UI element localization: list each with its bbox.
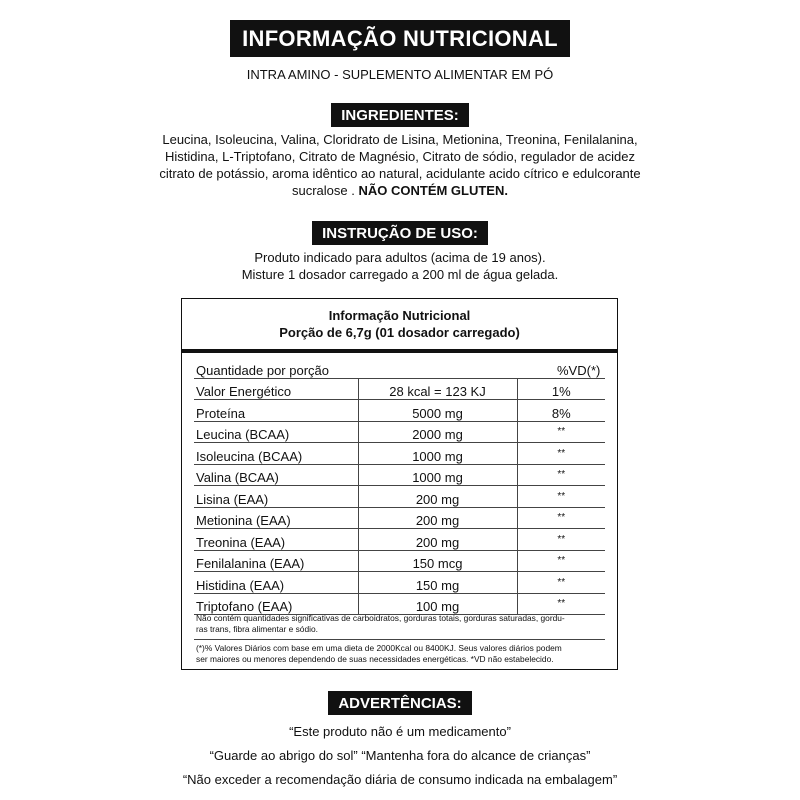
header-divider bbox=[182, 349, 617, 353]
nutrient-name: Valina (BCAA) bbox=[194, 464, 358, 486]
ingredients-line: citrato de potássio, aroma idêntico ao natural, acidulante acido cítrico e edulcorante bbox=[159, 166, 641, 181]
nutrient-vd: ** bbox=[517, 593, 605, 615]
ingredients-line-end: sucralose . bbox=[292, 183, 359, 198]
usage-heading-banner: INSTRUÇÃO DE USO: bbox=[312, 221, 488, 245]
main-title bbox=[0, 20, 800, 57]
nutrient-amount: 5000 mg bbox=[358, 400, 517, 422]
nutrient-vd: ** bbox=[517, 443, 605, 465]
nutrient-vd: ** bbox=[517, 464, 605, 486]
usage-heading bbox=[0, 221, 800, 245]
warnings-heading-banner: ADVERTÊNCIAS: bbox=[328, 691, 471, 715]
header-vd: %VD(*) bbox=[517, 357, 605, 378]
nutrient-amount: 2000 mg bbox=[358, 421, 517, 443]
ingredients-line: Leucina, Isoleucina, Valina, Cloridrato de Lisina, Metionina, Treonina, Fenilalanina, bbox=[162, 132, 638, 147]
nutrition-title: Informação Nutricional bbox=[328, 308, 471, 323]
nutrient-name: Treonina (EAA) bbox=[194, 529, 358, 551]
nutrient-name: Lisina (EAA) bbox=[194, 486, 358, 508]
nutrient-name: Triptofano (EAA) bbox=[194, 593, 358, 615]
ingredients-heading bbox=[0, 103, 800, 127]
nutrition-portion: Porção de 6,7g (01 dosador carregado) bbox=[279, 325, 520, 340]
ingredients-line: Histidina, L-Triptofano, Citrato de Magnésio, Citrato de sódio, regulador de acidez bbox=[165, 149, 635, 164]
table-row bbox=[194, 400, 605, 422]
footnote-line: ser maiores ou menores dependendo de suas necessidades energéticas. *VD não estabelecido. bbox=[196, 654, 554, 664]
footnote-line: ras trans, fibra alimentar e sódio. bbox=[196, 624, 318, 634]
daily-value-footnote bbox=[196, 643, 604, 665]
table-row bbox=[194, 378, 605, 400]
header-amount bbox=[358, 357, 517, 378]
product-subtitle: INTRA AMINO - SUPLEMENTO ALIMENTAR EM PÓ bbox=[246, 67, 554, 82]
warning-line: “Guarde ao abrigo do sol” “Mantenha fora do alcance de crianças” bbox=[209, 748, 591, 763]
table-header-row bbox=[194, 357, 605, 378]
nutrient-amount: 200 mg bbox=[358, 486, 517, 508]
footnote-line: (*)% Valores Diários com base em uma dieta de 2000Kcal ou 8400KJ. Seus valores diários podem bbox=[196, 643, 562, 653]
nutrient-name: Proteína bbox=[194, 400, 358, 422]
footnote-divider bbox=[194, 639, 605, 640]
nutrient-amount: 200 mg bbox=[358, 507, 517, 529]
nutrient-vd: ** bbox=[517, 550, 605, 572]
nutrient-vd: ** bbox=[517, 507, 605, 529]
nutrient-vd: ** bbox=[517, 572, 605, 594]
nutrient-amount: 1000 mg bbox=[358, 464, 517, 486]
table-row bbox=[194, 443, 605, 465]
nutrition-table bbox=[194, 357, 605, 615]
nutrient-amount: 1000 mg bbox=[358, 443, 517, 465]
header-quantity-label: Quantidade por porção bbox=[194, 357, 358, 378]
usage-line: Produto indicado para adultos (acima de 19 anos). bbox=[254, 250, 546, 265]
table-row bbox=[194, 507, 605, 529]
footnote-line: Não contém quantidades significativas de carboidratos, gorduras totais, gorduras saturadas, gordu- bbox=[196, 613, 565, 623]
nutrient-vd: ** bbox=[517, 421, 605, 443]
usage-line: Misture 1 dosador carregado a 200 ml de água gelada. bbox=[241, 267, 559, 282]
table-row bbox=[194, 529, 605, 551]
ingredients-line bbox=[0, 182, 800, 199]
table-row bbox=[194, 464, 605, 486]
gluten-free-note: NÃO CONTÉM GLUTEN. bbox=[358, 183, 508, 198]
nutrient-vd: 8% bbox=[517, 400, 605, 422]
nutrient-vd: 1% bbox=[517, 378, 605, 400]
nutrient-name: Histidina (EAA) bbox=[194, 572, 358, 594]
main-title-banner: INFORMAÇÃO NUTRICIONAL bbox=[230, 20, 570, 57]
nutrient-amount: 28 kcal = 123 KJ bbox=[358, 378, 517, 400]
table-row bbox=[194, 593, 605, 615]
nutrient-vd: ** bbox=[517, 529, 605, 551]
usage-text bbox=[0, 249, 800, 283]
nutrient-amount: 150 mg bbox=[358, 572, 517, 594]
nutrient-name: Valor Energético bbox=[194, 378, 358, 400]
nutrition-header bbox=[182, 307, 617, 341]
ingredients-text bbox=[0, 131, 800, 199]
nutrient-amount: 150 mcg bbox=[358, 550, 517, 572]
table-row bbox=[194, 572, 605, 594]
nutrient-amount: 100 mg bbox=[358, 593, 517, 615]
nutrient-vd: ** bbox=[517, 486, 605, 508]
nutrient-name: Metionina (EAA) bbox=[194, 507, 358, 529]
nutrition-facts-panel bbox=[181, 298, 618, 670]
nutrient-name: Isoleucina (BCAA) bbox=[194, 443, 358, 465]
table-row bbox=[194, 550, 605, 572]
table-row bbox=[194, 486, 605, 508]
nutrient-name: Fenilalanina (EAA) bbox=[194, 550, 358, 572]
warnings-heading bbox=[0, 691, 800, 715]
warning-line: “Não exceder a recomendação diária de consumo indicada na embalagem” bbox=[182, 772, 618, 787]
table-row bbox=[194, 421, 605, 443]
warning-line: “Este produto não é um medicamento” bbox=[289, 724, 511, 739]
nutrition-footnote bbox=[196, 613, 604, 635]
nutrient-amount: 200 mg bbox=[358, 529, 517, 551]
ingredients-heading-banner: INGREDIENTES: bbox=[331, 103, 469, 127]
warnings-text bbox=[0, 720, 800, 792]
nutrient-name: Leucina (BCAA) bbox=[194, 421, 358, 443]
